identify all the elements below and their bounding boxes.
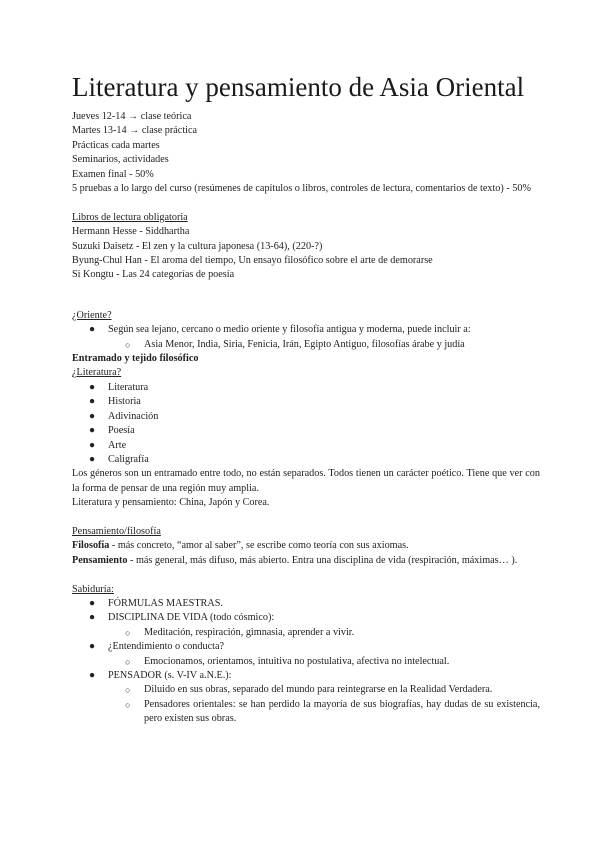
reading-item: Suzuki Daisetz - El zen y la cultura japonesa (13-64), (220-?) — [72, 240, 323, 252]
list-item: ○ Asia Menor, India, Siria, Fenicia, Irán, Egipto Antiguo, filosofías árabe y judía — [72, 338, 540, 352]
list-item: ● Arte — [72, 439, 540, 453]
pensamiento-heading: Pensamiento/filosofía — [72, 525, 161, 537]
schedule-line: Seminarios, actividades — [72, 154, 169, 166]
bullet-icon: ● — [89, 439, 96, 451]
circle-bullet-icon: ○ — [125, 685, 131, 696]
list-item: ○ Meditación, respiración, gimnasia, aprender a vivir. — [72, 626, 540, 640]
bullet-icon: ● — [89, 425, 96, 437]
literatura-heading: ¿Literatura? — [72, 367, 122, 379]
bullet-icon: ● — [89, 669, 96, 681]
schedule-line: Martes 13-14 → clase práctica — [72, 125, 198, 137]
list-item: ● PENSADOR (s. V-IV a.N.E.): — [72, 669, 540, 683]
circle-bullet-icon: ○ — [125, 656, 131, 667]
pensamiento-definition: Pensamiento - más general, más difuso, más abierto. Entra una disciplina de vida (respiración, máximas… ). — [72, 554, 518, 566]
page-title: Literatura y pensamiento de Asia Oriental — [72, 72, 525, 102]
oriente-section — [72, 309, 540, 352]
reading-item: Byung-Chul Han - El aroma del tiempo, Un ensayo filosófico sobre el arte de demorarse — [72, 255, 433, 267]
bullet-icon: ● — [89, 324, 96, 336]
circle-bullet-icon: ○ — [125, 699, 131, 710]
pensamiento-section — [72, 525, 540, 568]
oriente-heading: ¿Oriente? — [72, 309, 112, 321]
bullet-icon: ● — [89, 453, 96, 465]
sabiduria-heading: Sabiduría: — [72, 583, 114, 595]
bullet-icon: ● — [89, 381, 96, 393]
schedule-line: Examen final - 50% — [72, 168, 154, 180]
list-item: ● Literatura — [72, 381, 540, 395]
list-item: ● Adivinación — [72, 410, 540, 424]
circle-bullet-icon: ○ — [125, 339, 131, 350]
list-item: ● DISCIPLINA DE VIDA (todo cósmico): — [72, 611, 540, 625]
reading-list — [72, 211, 540, 283]
bullet-icon: ● — [89, 396, 96, 408]
list-item: ● ¿Entendimiento o conducta? — [72, 640, 540, 654]
literatura-section — [72, 366, 540, 510]
list-item: ● FÓRMULAS MAESTRAS. — [72, 597, 540, 611]
circle-bullet-icon: ○ — [125, 627, 131, 638]
reading-heading: Libros de lectura obligatoria — [72, 211, 188, 223]
list-item: ○ Emocionamos, orientamos, intuitiva no postulativa, afectiva no intelectual. — [72, 655, 540, 669]
list-item: ○ Pensadores orientales: se han perdido la mayoría de sus biografías, hay dudas de su existencia, pero existen sus obras. — [125, 698, 540, 725]
bullet-icon: ● — [89, 597, 96, 609]
bullet-icon: ● — [89, 641, 96, 653]
schedule-line: 5 pruebas a lo largo del curso (resúmenes de capítulos o libros, controles de lectura, comentarios de texto) - 50% — [72, 183, 531, 195]
literatura-paragraph: Los géneros son un entramado entre todo, no están separados. Todos tienen un carácter poético. Tiene que ver con la forma de pensar de una región muy amplia. — [72, 468, 540, 494]
list-item: ○ Diluido en sus obras, separado del mundo para reintegrarse en la Realidad Verdadera. — [72, 683, 540, 697]
bullet-icon: ● — [89, 410, 96, 422]
list-item: ● Poesía — [72, 424, 540, 438]
schedule-block — [72, 110, 540, 196]
reading-item: Si Kongtu - Las 24 categorías de poesía — [72, 269, 235, 281]
schedule-line: Prácticas cada martes — [72, 139, 160, 151]
filosofia-definition: Filosofía - más concreto, “amor al saber”, se escribe como teoría con sus axiomas. — [72, 540, 409, 552]
list-item: ● Caligrafía — [72, 453, 540, 467]
sabiduria-section — [72, 583, 540, 727]
list-item: ● Según sea lejano, cercano o medio oriente y filosofía antigua y moderna, puede incluir a: — [72, 323, 540, 337]
list-item: ● Historia — [72, 395, 540, 409]
entramado-heading: Entramado y tejido filosófico — [72, 353, 199, 365]
bullet-icon: ● — [89, 612, 96, 624]
reading-item: Hermann Hesse - Siddhartha — [72, 226, 190, 238]
literatura-line: Literatura y pensamiento: China, Japón y Corea. — [72, 497, 270, 509]
schedule-line: Jueves 12-14 → clase teórica — [72, 111, 192, 122]
